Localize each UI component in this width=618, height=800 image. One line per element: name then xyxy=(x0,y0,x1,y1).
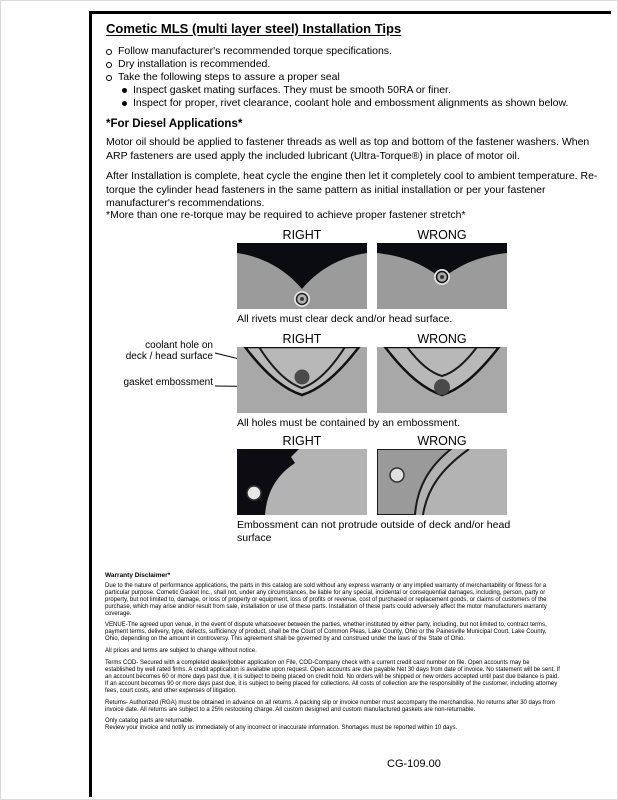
row3-caption: Embossment can not protrude outside of deck and/or head surface xyxy=(237,519,511,544)
right-label-row1: RIGHT xyxy=(282,228,322,242)
installation-tips-list xyxy=(106,45,606,110)
disclaimer-paragraph: Due to the nature of performance applications, the parts in this catalog are sold without any express warranty or any implied warranty of merchantability or fitness for a particular purpose. Cometic Gasket Inc., shall not, under any circumstances, be liable for any special, incidental or consequential damages, including, person, party or property, but not limited to, damage, or loss of property or equipment, loss of profits or revenue, cost of purchased or replacement goods, or claims of customers of the purchase, which may arise and/or result from sale, installation or use of these parts. Installation of these parts could adversely affect the motor manufacturers warranty coverage. xyxy=(105,582,547,617)
diesel-paragraph-2: After Installation is complete, heat cycle the engine then let it completely cool to ambient temperature. Re-torque the cylinder head fasteners in the same pattern as initial installation or per your fastener manufacturer's recommendations. xyxy=(106,170,598,209)
disclaimer-paragraph: Terms COD- Secured with a completed dealer/jobber application on File, COD-Company check with a current credit card number on file. Open accounts may be established by well rated firms. A credit application is available upon request. Open accounts are due payable Net 30 days from date of invoice. No statement will be sent. If an account becomes 60 or more days past due, it is subject to being placed on credit hold. No orders will be shipped or new orders accepted until past due balance is paid. If an account becomes 90 or more days past due, it is subject to being placed for collections. All costs of collection are the responsibility of the customer, including attorney fees, court costs, and other expenses of litigation. xyxy=(105,660,560,694)
tip-item: Follow manufacturer's recommended torque specifications. xyxy=(106,45,606,58)
diesel-applications-heading: *For Diesel Applications* xyxy=(106,118,243,130)
diesel-paragraph-1: Motor oil should be applied to fastener threads as well as top and bottom of the fastener washers. When ARP fasteners are used apply the included lubricant (Ultra-Torque®) in place of motor oil. xyxy=(106,136,590,162)
left-border-rule xyxy=(89,11,92,797)
top-border-rule xyxy=(90,11,611,14)
coolant-hole-annotation-line1: coolant hole on xyxy=(145,340,213,351)
row1-caption: All rivets must clear deck and/or head surface. xyxy=(237,313,453,325)
wrong-label-row2: WRONG xyxy=(417,332,467,346)
wrong-label-row3: WRONG xyxy=(417,434,467,448)
disclaimer-paragraph: VENUE-The agreed upon venue, in the event of dispute whatsoever between the parties, whether instituted by either party, including, but not limited to, contract terms, payment terms, delivery, type, defects, sufficiency of product, shall be the Court of Common Pleas, Lake County, Ohio or the Painesville Municipal Court, Lake County, Ohio, depending on the amount in controversy. This agreement shall be governed by and construed under the laws of the State of Ohio. xyxy=(105,622,547,643)
page-title: Cometic MLS (multi layer steel) Installation Tips xyxy=(106,21,402,36)
tip-item: Dry installation is recommended. xyxy=(106,58,606,71)
catalog-page-code: CG-109.00 xyxy=(387,758,441,770)
tip-subitem: Inspect gasket mating surfaces. They must be smooth 50RA or finer. xyxy=(122,84,606,97)
rivet-clearance-wrong-diagram xyxy=(377,243,507,309)
disclaimer-paragraph: Only catalog parts are returnable. xyxy=(105,718,195,725)
tip-item: Take the following steps to assure a proper seal xyxy=(106,71,606,84)
right-label-row2: RIGHT xyxy=(282,332,322,346)
embossment-contained-wrong-diagram xyxy=(377,347,507,413)
disclaimer-paragraph: All prices and terms are subject to change without notice. xyxy=(105,648,257,655)
warranty-disclaimer-section xyxy=(105,573,561,737)
embossment-protrusion-wrong-diagram xyxy=(377,449,507,515)
rivet-clearance-right-diagram xyxy=(237,243,367,309)
gasket-embossment-annotation: gasket embossment xyxy=(123,377,213,388)
right-label-row3: RIGHT xyxy=(282,434,322,448)
embossment-protrusion-right-diagram xyxy=(237,449,367,515)
row2-caption: All holes must be contained by an embossment. xyxy=(237,417,460,429)
disclaimer-paragraph: Review your invoice and notify us immediately of any incorrect or inaccurate information. Shortages must be reported within 10 days. xyxy=(105,725,458,732)
embossment-contained-right-diagram xyxy=(237,347,367,413)
retorque-note: *More than one re-torque may be required to achieve proper fastener stretch* xyxy=(106,209,466,221)
tip-subitem: Inspect for proper, rivet clearance, coolant hole and embossment alignments as shown below. xyxy=(122,97,606,110)
wrong-label-row1: WRONG xyxy=(417,228,467,242)
coolant-hole-annotation xyxy=(105,340,213,362)
disclaimer-paragraph: Returns- Authorized (RGA) must be obtained in advance on all returns. A packing slip or invoice number must accompany the merchandise. No returns after 30 days from invoice date. All returns are subject to a 25% restocking charge. All custom designed and custom manufactured gaskets are non-returnable. xyxy=(105,699,555,713)
coolant-hole-annotation-line2: deck / head surface xyxy=(125,351,213,362)
warranty-disclaimer-heading: Warranty Disclaimer* xyxy=(105,572,171,579)
